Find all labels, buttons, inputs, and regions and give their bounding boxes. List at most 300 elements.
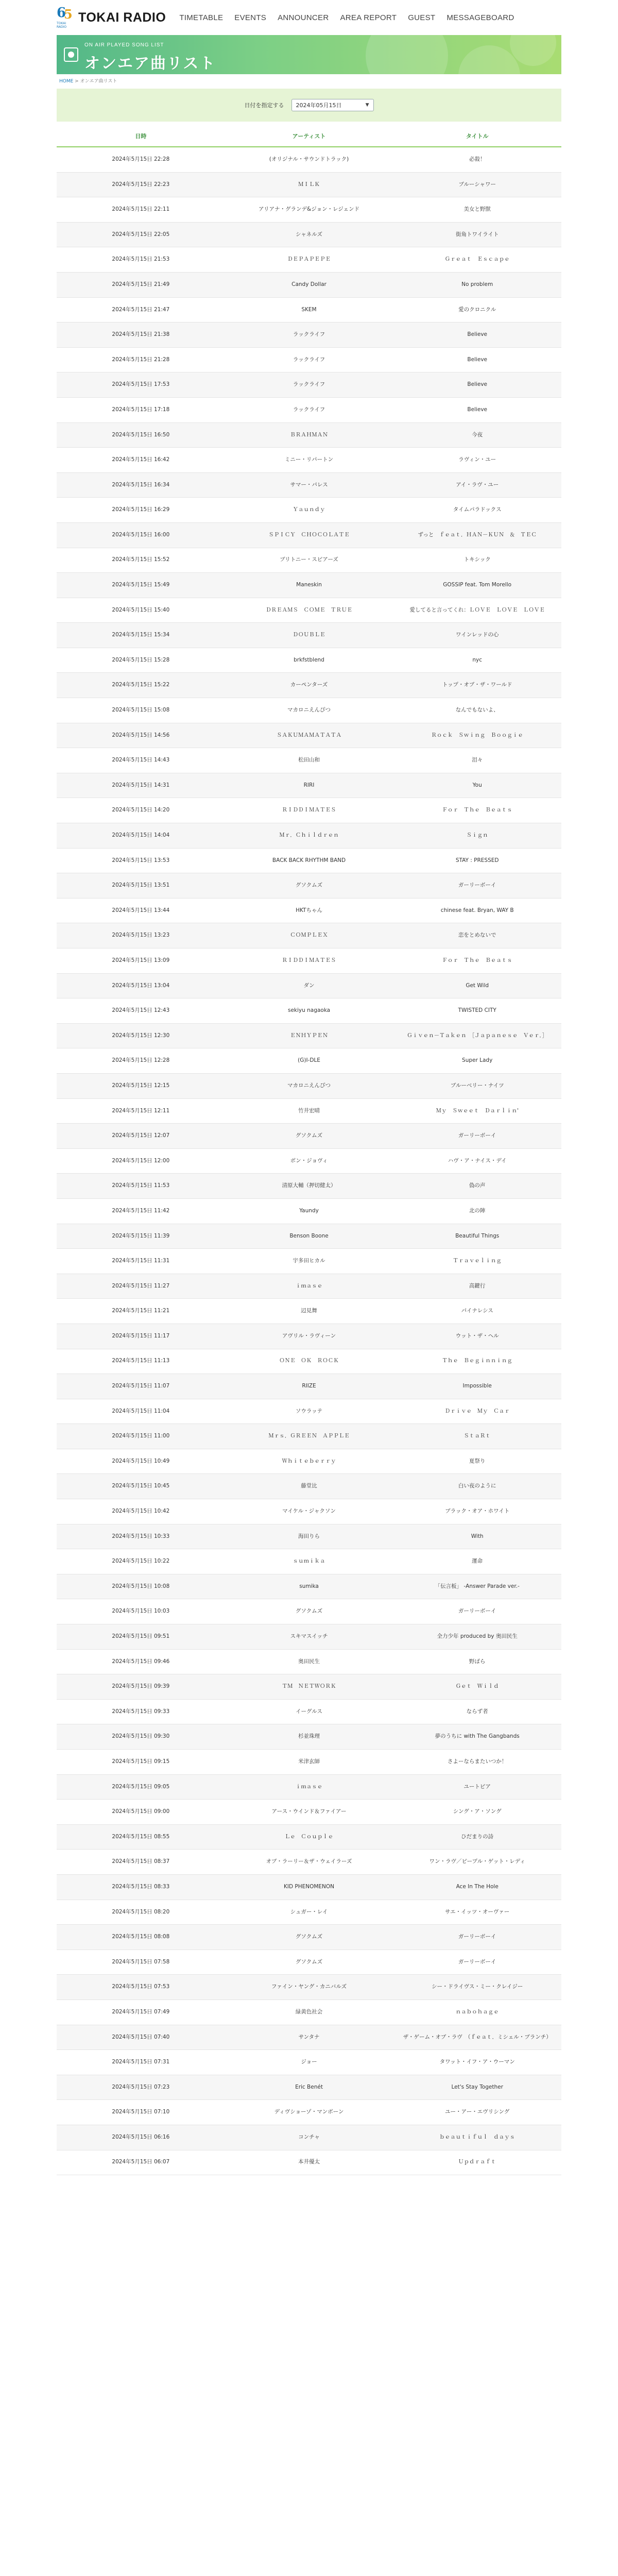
row-artist: KID PHENOMENON [283,1883,335,1890]
nav-item-announcer[interactable]: ANNOUNCER [278,13,329,22]
row-datetime: 2024年5月15日 13:04 [112,982,170,989]
row-artist: 海田りら [298,1533,320,1539]
row-artist: BACK BACK RHYTHM BAND [272,857,346,863]
row-datetime: 2024年5月15日 11:31 [112,1258,170,1264]
table-row [57,2075,561,2100]
table-row [57,1925,561,1950]
breadcrumb-home[interactable]: HOME [59,79,74,84]
row-datetime: 2024年5月15日 11:39 [112,1232,170,1239]
row-datetime: 2024年5月15日 14:20 [112,807,170,814]
table-row [57,323,561,348]
row-datetime: 2024年5月15日 16:00 [112,531,170,538]
column-header-title: タイトル [466,133,489,140]
row-artist: sumika [299,1583,319,1589]
row-title: ブルーベリー・ナイツ [450,1082,504,1089]
row-title: ユー・アー・エヴリシング [445,2109,510,2115]
row-title: 白い夜のように [458,1483,496,1489]
row-artist: 藤堂比 [301,1483,317,1489]
row-datetime: 2024年5月15日 22:28 [112,156,170,162]
row-datetime: 2024年5月15日 22:23 [112,181,170,188]
table-row [57,1449,561,1475]
row-artist: 辺見舞 [301,1308,317,1314]
row-datetime: 2024年5月15日 14:56 [112,732,170,738]
row-datetime: 2024年5月15日 12:11 [112,1107,170,1114]
row-title: 愛してると言ってくれ：ＬＯＶＥ ＬＯＶＥ ＬＯＶＥ [409,606,545,613]
table-row [57,598,561,623]
row-datetime: 2024年5月15日 16:50 [112,431,170,438]
row-title: Ｄｒｉｖｅ Ｍｙ Ｃａｒ [444,1408,510,1414]
row-artist: ディヴショーゾ・マンボーン [274,2109,344,2115]
table-row [57,1950,561,1975]
row-artist: sekiyu nagaoka [287,1007,331,1014]
row-title: Ｕｐｄｒａｆｔ [458,2159,496,2165]
row-artist: (G)I-DLE [298,1057,320,1064]
row-title: アイ・ラヴ・ユー [456,481,499,488]
row-artist: Yaundy [299,1207,319,1214]
row-artist: 松田山和 [298,757,320,764]
row-title: Beautiful Things [455,1232,500,1239]
table-row [57,1474,561,1499]
row-title: Let's Stay Together [451,2083,503,2090]
row-artist: シャネルズ [296,231,322,238]
table-row [57,223,561,248]
table-row [57,1099,561,1124]
row-title: Ｔｈｅ Ｂｅｇｉｎｎｉｎｇ [442,1358,512,1364]
table-row [57,698,561,723]
row-datetime: 2024年5月15日 13:53 [112,857,170,863]
table-row [57,2025,561,2050]
row-title: ワインレッドの心 [456,632,499,638]
table-row [57,974,561,999]
row-datetime: 2024年5月15日 16:42 [112,456,170,463]
row-datetime: 2024年5月15日 10:22 [112,1558,170,1565]
site-header [0,0,618,35]
row-artist: アヴリル・ラヴィーン [282,1332,336,1339]
row-title: Believe [467,331,487,338]
table-row [57,899,561,924]
row-datetime: 2024年5月15日 07:31 [112,2059,170,2065]
row-artist: ｓｕｍｉｋａ [293,1558,325,1565]
table-row [57,1700,561,1725]
table-row [57,423,561,448]
row-artist: アリアナ・グランデ&ジョン・レジェンド [258,206,360,213]
table-row [57,1299,561,1324]
column-header-artist: アーティスト [292,133,326,140]
row-artist: ＲＩＤＤＩＭＡＴＥＳ [282,807,336,814]
table-row [57,723,561,749]
row-datetime: 2024年5月15日 09:05 [112,1783,170,1790]
row-title: GOSSIP feat. Tom Morello [443,582,512,588]
row-title: ユートピア [464,1783,491,1790]
table-row [57,1224,561,1249]
banner-subtitle: ON AIR PLAYED SONG LIST [84,42,164,48]
row-datetime: 2024年5月15日 09:30 [112,1733,170,1740]
row-datetime: 2024年5月15日 08:33 [112,1883,170,1890]
table-row [57,1624,561,1650]
table-header [57,126,561,147]
row-title: シング・ア・ソング [453,1808,502,1815]
row-artist: ファイン・ヤング・カニバルズ [271,1984,347,1990]
row-title: 美女と野獣 [464,206,491,213]
row-artist: ダン [303,982,315,989]
date-select[interactable]: 2024年05月15日 ▼ [291,99,374,111]
row-datetime: 2024年5月15日 11:27 [112,1282,170,1289]
row-datetime: 2024年5月15日 11:53 [112,1182,170,1189]
row-title: 夏祭り [469,1458,486,1464]
row-artist: グソクムズ [295,1934,323,1940]
row-datetime: 2024年5月15日 11:00 [112,1433,170,1439]
row-artist: 緑黄色社会 [295,2008,323,2015]
row-artist: ミニー・リパートン [284,456,334,463]
row-artist: サンタナ [298,2033,320,2040]
row-title: ウット・ザ・ヘル [455,1332,499,1339]
row-datetime: 2024年5月15日 22:05 [112,231,170,238]
row-datetime: 2024年5月15日 09:46 [112,1658,170,1665]
row-artist: ｉｍａｓｅ [295,1783,323,1790]
row-title: ひだまりの詩 [461,1833,494,1840]
row-artist: HKTちゃん [296,907,322,913]
table-row [57,1048,561,1074]
nav-item-timetable[interactable]: TIMETABLE [179,13,224,22]
table-row [57,548,561,573]
table-row [57,247,561,273]
row-artist: Ｍｒｓ．ＧＲＥＥＮ ＡＰＰＬＥ [268,1433,350,1439]
table-row [57,2000,561,2025]
row-title: Ace In The Hole [456,1883,499,1890]
row-artist: (オリジナル・サウンドトラック) [269,156,349,162]
table-row [57,1900,561,1925]
row-title: STAY : PRESSED [455,857,499,863]
row-datetime: 2024年5月15日 12:07 [112,1132,170,1139]
row-datetime: 2024年5月15日 15:28 [112,656,170,663]
row-title: 恋をとめないで [458,932,496,939]
row-title: ｎａｂｏｈａｇｅ [455,2008,499,2015]
row-title: 愛のクロニクル [458,306,496,313]
table-row [57,348,561,373]
row-title: ガーリーボーイ [458,1132,496,1139]
table-row [57,1599,561,1624]
table-row [57,2125,561,2150]
row-artist: ＳＰＩＣＹ ＣＨＯＣＯＬＡＴＥ [268,531,350,538]
table-row [57,372,561,398]
row-artist: グソクムズ [295,1958,323,1965]
row-artist: ＤＥＰＡＰＥＰＥ [287,256,331,263]
date-filter-label: 日付を指定する [244,102,284,109]
breadcrumb: HOME > オンエア曲リスト [59,79,117,84]
row-datetime: 2024年5月15日 10:45 [112,1483,170,1489]
row-title: 偽の声 [469,1182,486,1189]
row-artist: グソクムズ [295,1132,323,1139]
table-row [57,173,561,198]
row-datetime: 2024年5月15日 15:40 [112,606,170,613]
row-datetime: 2024年5月15日 17:18 [112,406,170,413]
table-row [57,648,561,673]
table-row [57,873,561,899]
row-datetime: 2024年5月15日 09:00 [112,1808,170,1815]
table-row [57,1324,561,1349]
row-artist: サマー・パレス [290,481,328,488]
row-title: 全力少年 produced by 奥田民生 [437,1633,518,1639]
row-datetime: 2024年5月15日 09:51 [112,1633,170,1639]
row-artist: イーグルス [296,1708,322,1715]
nav-item-guest[interactable]: GUEST [408,13,436,22]
row-artist: ＯＮＥ ＯＫ ＲＯＣＫ [279,1358,339,1364]
row-title: 運命 [472,1558,483,1565]
row-artist: グソクムズ [295,1608,323,1615]
row-title: サエ・イッツ・オーヴァー [445,1908,510,1915]
table-row [57,1549,561,1574]
row-datetime: 2024年5月15日 07:58 [112,1958,170,1965]
row-artist: Ｌｅ Ｃｏｕｐｌｅ [284,1833,334,1840]
nav-item-events[interactable]: EVENTS [234,13,267,22]
row-title: タイムパラドックス [453,506,502,513]
row-title: Get Wild [466,982,489,989]
row-datetime: 2024年5月15日 09:39 [112,1683,170,1690]
row-datetime: 2024年5月15日 11:04 [112,1408,170,1414]
column-header-datetime: 日時 [135,133,147,140]
row-artist: ラックライフ [293,381,325,388]
row-title: トップ・オブ・ザ・ワールド [442,682,512,688]
table-row [57,1850,561,1875]
row-artist: Ｍｒ．Ｃｈｉｌｄｒｅｎ [279,832,339,838]
row-datetime: 2024年5月15日 14:04 [112,832,170,838]
row-datetime: 2024年5月15日 11:13 [112,1358,170,1364]
row-title: ｂｅａｕｔｉｆｕｌ ｄａｙｓ [439,2133,516,2140]
row-title: Ｆｏｒ Ｔｈｅ Ｂｅａｔｓ [442,807,512,814]
row-datetime: 2024年5月15日 21:28 [112,356,170,363]
table-row [57,147,561,173]
row-title: 泪々 [472,757,483,764]
row-title: トキシック [464,556,491,563]
table-row [57,1724,561,1750]
table-row [57,1349,561,1375]
row-title: 高鍵行 [469,1282,486,1289]
table-row [57,1274,561,1299]
row-title: 野ばら [469,1658,486,1665]
table-row [57,2050,561,2075]
row-artist: 杉並珠理 [298,1733,320,1740]
table-row [57,273,561,298]
table-row [57,1825,561,1850]
row-title: ＳｔａＲｔ [464,1433,491,1439]
table-row [57,473,561,498]
row-artist: 奥田民生 [298,1658,320,1665]
row-artist: ＣＯＭＰＬＥＸ [290,932,328,939]
table-row [57,1374,561,1399]
row-title: nyc [472,656,482,663]
table-row [57,2150,561,2176]
row-datetime: 2024年5月15日 11:07 [112,1383,170,1389]
row-datetime: 2024年5月15日 13:44 [112,907,170,913]
row-datetime: 2024年5月15日 06:16 [112,2133,170,2140]
row-title: Ｇｉｖｅｎ－Ｔａｋｅｎ ［Ｊａｐａｎｅｓｅ Ｖｅｒ．］ [407,1032,548,1039]
row-title: ラヴィン・ユー [458,456,496,463]
row-datetime: 2024年5月15日 08:55 [112,1833,170,1840]
row-datetime: 2024年5月15日 11:17 [112,1332,170,1339]
row-artist: ジョー [301,2059,317,2065]
table-row [57,1775,561,1800]
row-datetime: 2024年5月15日 15:34 [112,632,170,638]
row-artist: ラックライフ [293,406,325,413]
row-title: Believe [467,356,487,363]
row-artist: Candy Dollar [291,281,327,287]
row-artist: RIRI [303,782,315,788]
row-title: Ｒｏｃｋ Ｓｗｉｎｇ Ｂｏｏｇｉｅ [431,732,523,738]
row-artist: グソクムズ [295,882,323,889]
row-title: 必殺！ [469,156,486,162]
row-title: Believe [467,406,487,413]
row-artist: Benson Boone [289,1232,329,1239]
row-datetime: 2024年5月15日 15:22 [112,682,170,688]
row-datetime: 2024年5月15日 21:38 [112,331,170,338]
table-row [57,1975,561,2000]
row-artist: Ｙａｕｎｄｙ [293,506,325,513]
row-title: ザ・ゲーム・オブ・ラヴ （ｆｅａｔ．ミシェル・ブランチ） [403,2033,552,2040]
row-datetime: 2024年5月15日 22:11 [112,206,170,213]
row-datetime: 2024年5月15日 21:47 [112,306,170,313]
row-title: 今夜 [472,431,483,438]
table-row [57,923,561,948]
row-datetime: 2024年5月15日 13:23 [112,932,170,939]
row-datetime: 2024年5月15日 14:43 [112,757,170,764]
row-datetime: 2024年5月15日 07:53 [112,1984,170,1990]
table-row [57,748,561,773]
row-artist: Ｗｈｉｔｅｂｅｒｒｙ [282,1458,336,1464]
table-row [57,448,561,473]
row-artist: ソウラッテ [295,1408,323,1414]
logo-mark-icon: 6 5 TOKAI RADIO [57,5,73,29]
row-datetime: 2024年5月15日 08:08 [112,1934,170,1940]
row-datetime: 2024年5月15日 12:00 [112,1157,170,1164]
table-row [57,1499,561,1524]
table-row [57,498,561,523]
table-row [57,1574,561,1600]
table-row [57,1249,561,1274]
table-row [57,1674,561,1700]
row-artist: ＥＮＨＹＰＥＮ [290,1032,328,1039]
row-datetime: 2024年5月15日 11:42 [112,1207,170,1214]
table-row [57,948,561,974]
row-datetime: 2024年5月15日 21:53 [112,256,170,263]
row-title: Ｓｉｇｎ [466,832,488,838]
row-artist: SKEM [301,306,317,313]
row-artist: 清原大輔（押切健太） [282,1182,336,1189]
row-artist: ｉｍａｓｅ [295,1282,323,1289]
row-title: ハヴ・ア・ナイス・デイ [448,1157,507,1164]
nav-item-messageboard[interactable]: MESSAGEBOARD [447,13,514,22]
row-datetime: 2024年5月15日 10:33 [112,1533,170,1539]
row-title: chinese feat. Bryan, WAY B [440,907,514,913]
row-datetime: 2024年5月15日 08:20 [112,1908,170,1915]
row-artist: ラックライフ [293,356,325,363]
record-icon [64,47,78,62]
row-datetime: 2024年5月15日 15:52 [112,556,170,563]
row-artist: ボン・ジョヴィ [290,1157,328,1164]
table-row [57,673,561,698]
row-title: ガーリーボーイ [458,1934,496,1940]
row-title: With [471,1533,484,1539]
site-logo[interactable] [57,6,166,29]
row-artist: ＢＲＡＨＭＡＮ [290,431,328,438]
brand-name: TOKAI RADIO [78,10,166,25]
row-datetime: 2024年5月15日 21:49 [112,281,170,287]
table-row [57,1650,561,1675]
row-artist: 米津玄師 [298,1758,320,1765]
row-artist: アース・ウインド＆ファイアー [271,1808,347,1815]
table-row [57,849,561,874]
row-datetime: 2024年5月15日 07:49 [112,2008,170,2015]
nav-item-area-report[interactable]: AREA REPORT [340,13,397,22]
row-title: Ｇｅｔ Ｗｉｌｄ [455,1683,499,1690]
table-row [57,1424,561,1449]
row-datetime: 2024年5月15日 06:07 [112,2159,170,2165]
row-artist: オブ・ラーリー＆ザ・ウェイラーズ [266,1858,352,1865]
row-title: Ｔｒａｖｅｌｉｎｇ [453,1258,502,1264]
row-title: Ｍｙ Ｓｗｅｅｔ Ｄａｒｌｉｎ' [436,1107,519,1114]
row-datetime: 2024年5月15日 14:31 [112,782,170,788]
row-title: ガーリーボーイ [458,1958,496,1965]
row-datetime: 2024年5月15日 12:43 [112,1007,170,1014]
table-row [57,1875,561,1900]
row-datetime: 2024年5月15日 07:10 [112,2109,170,2115]
table-row [57,2100,561,2125]
row-title: ガーリーボーイ [458,882,496,889]
row-title: No problem [461,281,493,287]
row-datetime: 2024年5月15日 12:15 [112,1082,170,1089]
row-artist: ＤＲＥＡＭＳ ＣＯＭＥ ＴＲＵＥ [266,606,352,613]
table-row [57,1074,561,1099]
table-row [57,1124,561,1149]
table-row [57,1199,561,1224]
banner-title: オンエア曲リスト [84,55,216,73]
row-artist: RIIZE [302,1383,316,1389]
table-row [57,623,561,648]
row-title: 北の陣 [469,1207,486,1214]
table-row [57,1399,561,1425]
table-row [57,773,561,799]
row-artist: ラックライフ [293,331,325,338]
row-datetime: 2024年5月15日 13:51 [112,882,170,889]
row-title: ずっと ｆｅａｔ．ＨＡＮ－ＫＵＮ ＆ ＴＥＣ [418,531,537,538]
row-title: ブラック・オア・ホワイト [445,1508,510,1515]
table-row [57,1024,561,1049]
song-table [57,126,561,2175]
row-datetime: 2024年5月15日 16:29 [112,506,170,513]
row-datetime: 2024年5月15日 17:53 [112,381,170,388]
table-row [57,998,561,1024]
row-artist: ブリトニー・スピアーズ [280,556,338,563]
row-artist: マイケル・ジャクソン [282,1508,336,1515]
row-title: Believe [467,381,487,388]
table-row [57,823,561,849]
row-artist: シュガー・レイ [290,1908,328,1915]
row-artist: ＭＩＬＫ [298,181,320,188]
table-row [57,573,561,598]
row-datetime: 2024年5月15日 10:42 [112,1508,170,1515]
row-title: タワット・イフ・ア・ウーマン [439,2059,515,2065]
table-row [57,298,561,323]
row-title: なんでもないよ、 [455,707,499,714]
row-title: ならず者 [466,1708,488,1715]
row-artist: カーペンターズ [290,682,328,688]
row-artist: スキマスイッチ [290,1633,328,1639]
row-artist: 宇多田ヒカル [293,1258,325,1264]
row-artist: マカロニえんぴつ [287,1082,331,1089]
row-title: 「伝言板」 -Answer Parade ver.- [435,1583,520,1589]
row-title: 街角トワイライト [455,231,499,238]
row-artist: コンチャ [298,2133,320,2140]
row-datetime: 2024年5月15日 13:09 [112,957,170,963]
